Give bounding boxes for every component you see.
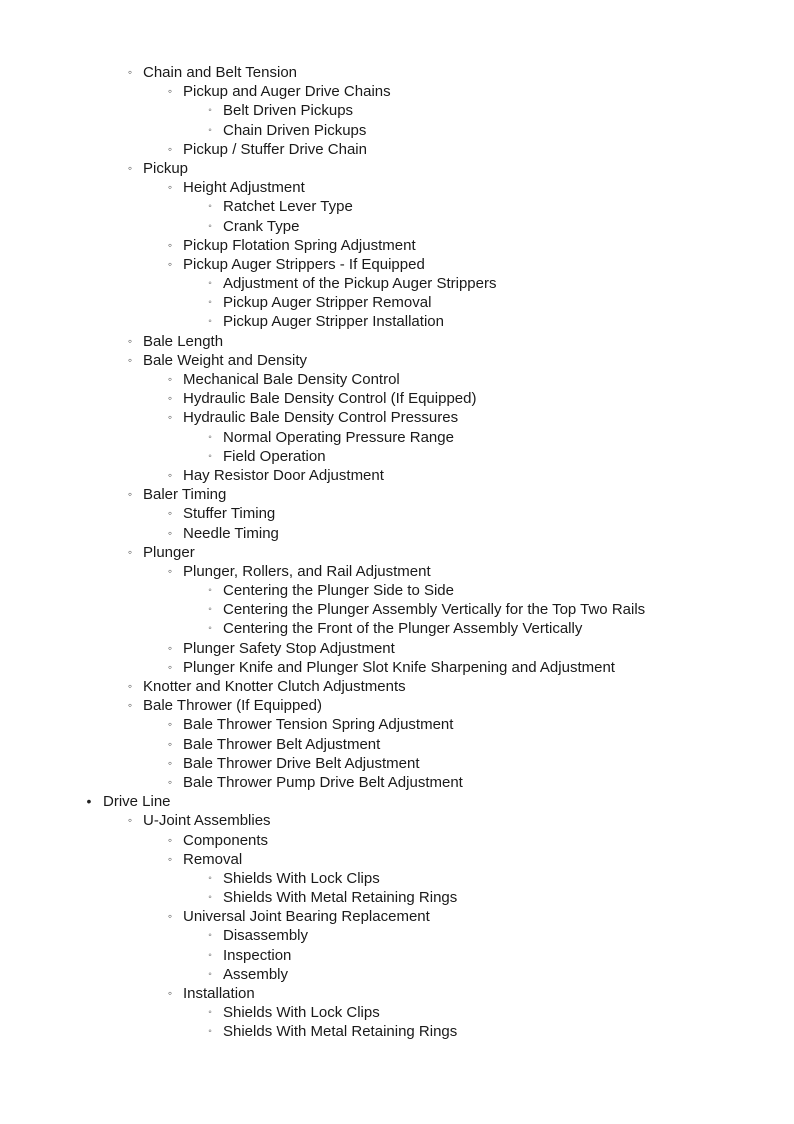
outline-item-level-2 [0,82,794,101]
outline-item-level-3 [0,121,794,140]
outline-item-label: Components [183,831,269,849]
outline-item-level-2 [0,735,794,754]
bullet-icon: ◦ [167,717,173,732]
outline-item-level-2 [0,639,794,658]
outline-item-label: Chain and Belt Tension [143,64,297,81]
bullet-icon: ◦ [208,297,212,309]
bullet-icon: ◦ [208,930,212,942]
outline-item-label: Removal [183,850,243,868]
outline-item-level-1 [0,159,794,178]
bullet-icon: ◦ [167,256,173,271]
outline-item-label: Shields With Metal Retaining Rings [223,1023,458,1041]
outline-item-level-2 [0,524,794,543]
outline-item-label: Universal Joint Bearing Replacement [183,908,430,926]
outline-item-label: Centering the Plunger Assembly Vertically for the Top Two Rails [223,601,646,619]
bullet-icon: ◦ [167,506,173,521]
outline-item-label: Hay Resistor Door Adjustment [183,466,384,484]
outline-item-level-3 [0,619,794,638]
bullet-icon: ◦ [167,774,173,789]
bullet-icon: ◦ [167,237,173,252]
bullet-icon: ◦ [208,201,212,213]
outline-item-label: Inspection [223,946,292,964]
bullet-icon: ◦ [167,909,173,924]
bullet-icon: ◦ [208,431,212,443]
outline-item-label: Bale Thrower Drive Belt Adjustment [183,754,420,772]
outline-item-level-3 [0,926,794,945]
bullet-icon: ◦ [208,278,212,290]
outline-item-level-2 [0,255,794,274]
outline-item-label: Field Operation [223,447,326,465]
outline-item-label: Plunger [143,543,195,561]
outline-item-label: Adjustment of the Pickup Auger Strippers [223,275,497,293]
bullet-icon: ◦ [127,544,133,559]
outline-item-level-3 [0,946,794,965]
outline-item-level-2 [0,236,794,255]
bullet-icon: ◦ [127,487,133,502]
bullet-icon: ◦ [167,563,173,578]
bullet-icon: ◦ [208,872,212,884]
outline-item-label: Mechanical Bale Density Control [183,371,400,388]
outline-item-label: Pickup Auger Stripper Removal [223,294,432,312]
outline-item-label: Pickup Flotation Spring Adjustment [183,236,416,254]
outline-item-level-3 [0,312,794,331]
outline-item-level-3 [0,274,794,293]
outline-item-level-2 [0,408,794,427]
outline-item-label: Bale Weight and Density [143,351,307,369]
outline-item-level-2 [0,562,794,581]
outline-item-level-3 [0,447,794,466]
outline-item-level-3 [0,217,794,236]
outline-item-level-2 [0,389,794,408]
outline-item-label: Pickup Auger Stripper Installation [223,313,444,331]
outline-item-level-3 [0,1003,794,1022]
bullet-icon: ◦ [208,585,212,597]
bullet-icon: ◦ [208,949,212,961]
outline-item-level-2 [0,984,794,1003]
outline-item-label: Shields With Metal Retaining Rings [223,889,458,907]
bullet-icon: ◦ [167,755,173,770]
outline-item-label: Installation [183,985,255,1002]
outline-item-label: Crank Type [223,217,300,235]
bullet-icon: ◦ [127,698,133,713]
bullet-icon: ◦ [167,851,173,866]
bullet-icon: ◦ [208,105,212,117]
outline-item-level-1 [0,63,794,82]
bullet-icon: ◦ [167,391,173,406]
outline-item-level-1 [0,351,794,370]
outline-item-label: Centering the Front of the Plunger Assembly Vertically [223,620,583,638]
outline-item-level-1 [0,696,794,715]
outline-item-level-3 [0,101,794,120]
outline-item-label: Pickup [143,159,189,177]
bullet-icon: ◦ [208,623,212,635]
outline-item-label: Bale Thrower Tension Spring Adjustment [183,716,454,734]
bullet-icon: ◦ [167,372,173,386]
outline-item-label: Bale Thrower Belt Adjustment [183,735,381,753]
outline-item-label: Plunger Knife and Plunger Slot Knife Sharpening and Adjustment [183,658,615,676]
table-of-contents-outline [0,63,794,1042]
outline-item-level-2 [0,907,794,926]
bullet-icon: ◦ [167,141,173,156]
outline-item-label: Bale Thrower (If Equipped) [143,697,322,715]
bullet-icon: ◦ [208,450,212,462]
outline-item-level-2 [0,715,794,734]
bullet-icon: ◦ [167,736,173,751]
outline-item-label: Hydraulic Bale Density Control (If Equipped) [183,390,477,408]
outline-item-label: Knotter and Knotter Clutch Adjustments [143,678,406,695]
bullet-icon: ◦ [127,679,133,693]
outline-item-level-3 [0,888,794,907]
outline-item-level-3 [0,293,794,312]
outline-item-level-1 [0,485,794,504]
bullet-icon: ◦ [208,968,212,980]
outline-item-level-2 [0,754,794,773]
bullet-icon: ◦ [127,65,133,79]
outline-item-level-3 [0,197,794,216]
outline-item-level-3 [0,869,794,888]
outline-item-label: U-Joint Assemblies [143,812,271,830]
outline-item-level-2 [0,773,794,792]
outline-item-label: Needle Timing [183,524,279,542]
outline-item-label: Assembly [223,965,289,983]
bullet-icon: ◦ [208,124,212,136]
outline-item-label: Baler Timing [143,486,227,504]
bullet-icon: ◦ [127,333,133,348]
outline-item-level-1 [0,332,794,351]
outline-item-label: Pickup and Auger Drive Chains [183,83,391,101]
bullet-icon: ◦ [208,892,212,904]
outline-item-label: Pickup / Stuffer Drive Chain [183,140,367,158]
outline-item-label: Bale Length [143,332,224,350]
outline-item-level-3 [0,428,794,447]
outline-item-level-2 [0,370,794,389]
outline-item-level-3 [0,600,794,619]
outline-item-label: Belt Driven Pickups [223,102,354,120]
bullet-icon: ◦ [127,813,133,828]
outline-item-label: Drive Line [103,793,171,811]
bullet-icon: ◦ [127,352,133,367]
outline-item-label: Plunger, Rollers, and Rail Adjustment [183,562,431,580]
outline-item-label: Shields With Lock Clips [223,869,380,887]
outline-item-label: Height Adjustment [183,179,305,197]
outline-item-level-3 [0,965,794,984]
bullet-icon: ◦ [167,832,173,847]
bullet-icon: ◦ [167,659,173,674]
bullet-icon: ◦ [167,410,173,425]
bullet-icon: ◦ [167,640,173,655]
outline-item-label: Chain Driven Pickups [223,121,367,139]
outline-item-level-2 [0,140,794,159]
bullet-icon: ◦ [167,986,173,1000]
outline-item-level-2 [0,831,794,850]
outline-item-level-1 [0,811,794,830]
outline-item-level-2 [0,178,794,197]
bullet-icon: ◦ [167,467,173,482]
outline-item-level-0 [0,792,794,811]
bullet-icon: ◦ [167,84,173,99]
outline-item-label: Ratchet Lever Type [223,198,353,216]
outline-item-level-2 [0,850,794,869]
outline-item-level-3 [0,581,794,600]
bullet-icon: ◦ [127,160,133,175]
bullet-icon: ◦ [208,1026,212,1038]
bullet-icon: ◦ [167,180,173,195]
outline-item-level-3 [0,1022,794,1041]
outline-item-label: Centering the Plunger Side to Side [223,582,454,600]
outline-item-label: Shields With Lock Clips [223,1004,380,1022]
bullet-icon: ◦ [208,316,212,328]
outline-item-level-2 [0,466,794,485]
outline-item-label: Hydraulic Bale Density Control Pressures [183,409,459,427]
outline-item-level-2 [0,504,794,523]
bullet-icon: ◦ [167,525,173,540]
bullet-icon: ◦ [208,220,212,232]
bullet-icon: ◦ [208,604,212,616]
outline-item-level-1 [0,543,794,562]
outline-item-level-1 [0,677,794,696]
bullet-icon: • [86,793,92,810]
outline-item-label: Bale Thrower Pump Drive Belt Adjustment [183,773,463,791]
outline-item-label: Pickup Auger Strippers - If Equipped [183,255,425,273]
outline-item-level-2 [0,658,794,677]
outline-item-label: Stuffer Timing [183,505,276,523]
outline-item-label: Disassembly [223,927,309,945]
bullet-icon: ◦ [208,1007,212,1019]
outline-item-label: Plunger Safety Stop Adjustment [183,639,395,657]
outline-item-label: Normal Operating Pressure Range [223,428,454,446]
